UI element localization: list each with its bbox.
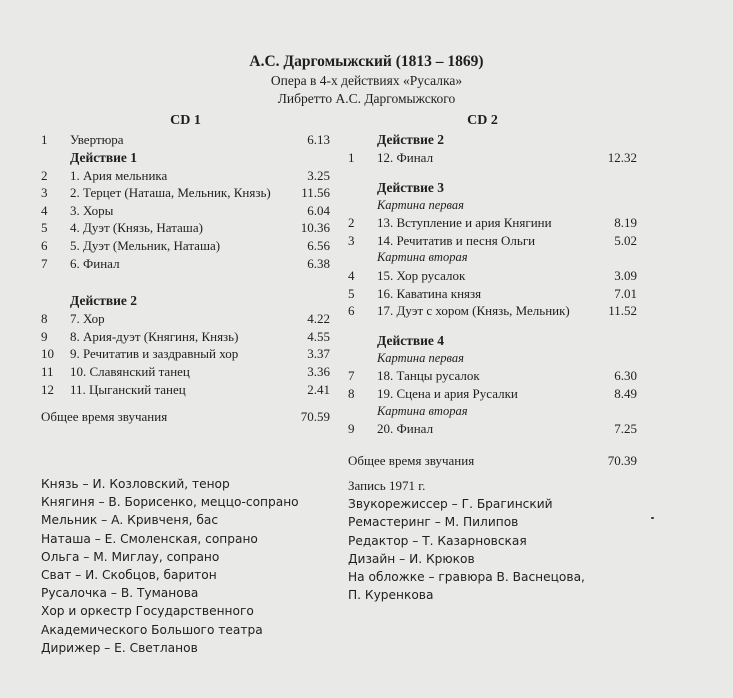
track-name: 9. Речитатив и заздравный хор [70,346,239,362]
track-name: 1. Ария мельника [70,167,168,183]
header [0,52,733,108]
cast-line: Князь – И. Козловский, тенор [41,477,230,491]
track-duration: 3.36 [307,363,330,379]
act4-scene2-tracks [348,420,637,438]
act1-tracks [41,167,330,273]
credit-line: Редактор – Т. Казарновская [348,533,527,548]
track-name: 12. Финал [377,150,434,165]
credit-line: П. Куренкова [348,588,434,603]
cast-line: Наташа – Е. Смоленская, сопрано [41,531,258,546]
track-row [348,302,637,320]
composer-title: А.С. Даргомыжский (1813 – 1869) [249,53,484,70]
cast-line: Дирижер – Е. Светланов [41,640,198,655]
track-number: 1 [41,132,48,147]
cd2-title: CD 2 [467,113,498,128]
scene-heading: Картина вторая [377,403,468,418]
total-label: Общее время звучания [348,452,475,468]
track-number: 6 [348,303,355,319]
track-name: 4. Дуэт (Князь, Наташа) [70,220,203,236]
total-label: Общее время звучания [41,409,168,425]
track-duration: 3.09 [614,267,637,283]
cast-line: Мельник – А. Кривченя, бас [41,513,219,528]
track-duration: 7.01 [614,285,637,301]
track-number: 9 [41,328,48,344]
act-heading: Действие 2 [377,132,445,147]
track-name: 2. Терцет (Наташа, Мельник, Князь) [70,185,271,201]
total-duration: 70.59 [300,409,330,425]
track-duration: 10.36 [300,220,330,236]
track-duration: 2.41 [307,381,330,397]
cast-list [41,475,341,657]
track-number: 2 [348,215,355,231]
track-number: 11 [41,363,54,379]
track-name: 6. Финал [70,255,120,271]
cast-line: Сват – И. Скобцов, баритон [41,568,217,583]
track-row [348,232,637,250]
track-number: 10 [41,346,54,362]
track-row [41,255,330,273]
act2-tracks [41,310,330,398]
track-number: 9 [348,421,355,437]
track-number: 8 [348,385,355,401]
act-heading: Действие 2 [70,293,138,309]
total-time [41,408,330,426]
track-row [348,385,637,403]
track-row [41,202,330,220]
cd2-tracklist [348,112,637,470]
track-row [41,184,330,202]
recording-year: Запись 1971 г. [348,478,426,493]
scene-heading: Картина вторая [377,250,468,265]
track-row [41,237,330,255]
credit-line: Ремастеринг – М. Пилипов [348,515,519,530]
track-row [41,345,330,363]
track-duration: 8.49 [614,385,637,401]
credit-line: Звукорежиссер – Г. Брагинский [348,497,553,512]
track-row [348,285,637,303]
track-number: 8 [41,311,48,327]
cast-line: Русалочка – В. Туманова [41,586,199,601]
act4-scene1-tracks [348,367,637,402]
track-duration: 11.52 [608,303,637,319]
act-heading: Действие 4 [377,332,445,348]
track-duration: 6.38 [307,255,330,271]
track-row [348,149,637,167]
track-number: 6 [41,237,48,253]
track-duration: 4.55 [307,328,330,344]
track-row [41,167,330,185]
track-name: 13. Вступление и ария Княгини [377,215,552,231]
scene-heading: Картина первая [377,350,464,365]
print-speck [651,517,654,519]
track-number: 5 [41,220,48,236]
track-duration: 6.04 [307,202,330,218]
track-number: 7 [41,255,48,271]
track-number: 3 [41,185,48,201]
track-number: 4 [41,202,48,218]
track-duration: 5.02 [614,232,637,248]
track-number: 3 [348,232,355,248]
track-name: 11. Цыганский танец [70,381,186,397]
total-time [348,452,637,470]
opera-subtitle: Опера в 4-х действиях «Русалка» [270,73,463,88]
credit-line: На обложке – гравюра В. Васнецова, [348,570,585,585]
track-row [41,131,330,149]
cd1-tracklist [41,112,330,426]
track-name: 19. Сцена и ария Русалки [377,385,518,401]
cd1-title: CD 1 [170,113,201,128]
act-heading: Действие 1 [70,149,138,165]
track-number: 1 [348,150,355,165]
track-duration: 8.19 [614,215,637,231]
track-name: 10. Славянский танец [70,363,190,379]
track-row [41,219,330,237]
track-name: 7. Хор [70,311,105,327]
track-duration: 3.25 [307,167,330,183]
track-row [348,420,637,438]
track-name: 18. Танцы русалок [377,368,480,384]
track-row [348,267,637,285]
track-name: Увертюра [70,132,124,147]
track-name: 8. Ария-дуэт (Княгиня, Князь) [70,328,239,344]
track-duration: 6.13 [307,132,330,147]
production-credits [348,477,648,604]
track-number: 7 [348,368,355,384]
credit-line: Дизайн – И. Крюков [348,551,475,566]
track-row [348,214,637,232]
cd2-act2-tracks [348,149,637,167]
cast-line: Академического Большого театра [41,622,263,637]
act3-scene2-tracks [348,267,637,320]
cast-line: Хор и оркестр Государственного [41,604,254,619]
track-name: 17. Дуэт с хором (Князь, Мельник) [377,303,570,319]
track-row [41,310,330,328]
track-name: 15. Хор русалок [377,267,466,283]
track-number: 4 [348,267,355,283]
scene-heading: Картина первая [377,197,464,212]
track-name: 20. Финал [377,421,434,437]
track-name: 14. Речитатив и песня Ольги [377,232,536,248]
track-duration: 12.32 [607,150,637,165]
track-row [348,367,637,385]
track-duration: 4.22 [307,311,330,327]
track-number: 12 [41,381,54,397]
track-duration: 6.30 [614,368,637,384]
track-name: 3. Хоры [70,202,114,218]
act-heading: Действие 3 [377,179,445,195]
track-duration: 7.25 [614,421,637,437]
track-name: 5. Дуэт (Мельник, Наташа) [70,237,221,253]
track-name: 16. Каватина князя [377,285,482,301]
track-duration: 3.37 [307,346,330,362]
act3-scene1-tracks [348,214,637,249]
track-duration: 11.56 [301,185,330,201]
track-duration: 6.56 [307,237,330,253]
libretto-credit: Либретто А.С. Даргомыжского [277,91,456,106]
track-row [41,363,330,381]
track-row [41,381,330,399]
track-row [41,328,330,346]
cast-line: Ольга – М. Миглау, сопрано [41,549,220,564]
track-number: 2 [41,167,48,183]
total-duration: 70.39 [607,452,637,468]
track-number: 5 [348,285,355,301]
cast-line: Княгиня – В. Борисенко, меццо-сопрано [41,495,299,510]
